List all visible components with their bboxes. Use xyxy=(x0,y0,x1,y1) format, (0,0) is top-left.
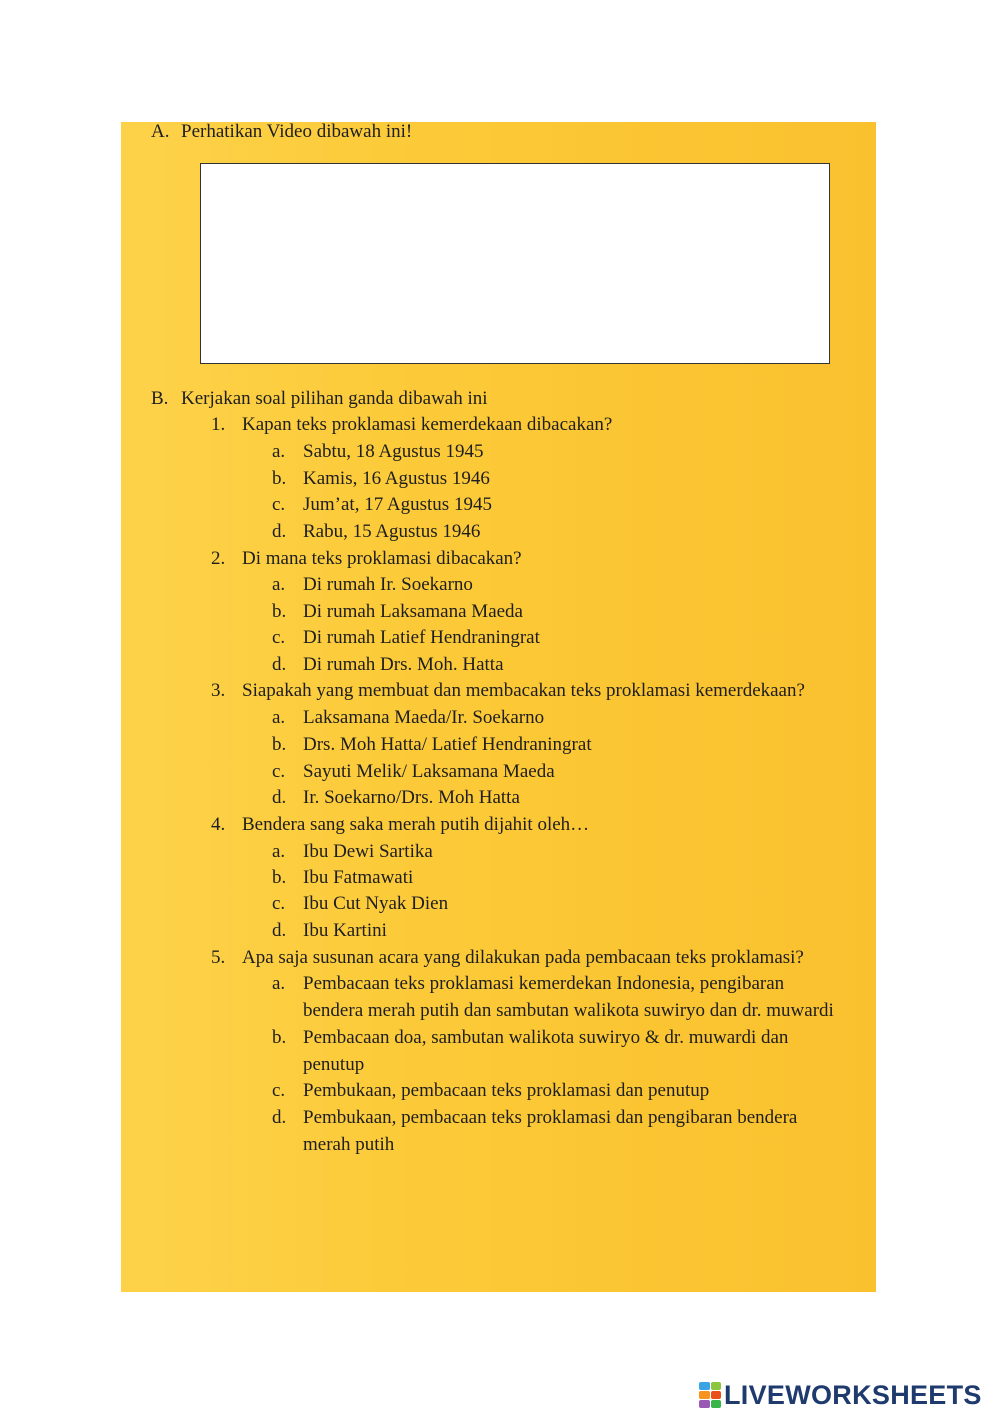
option-text: Di rumah Laksamana Maeda xyxy=(303,601,523,622)
question-number: 3. xyxy=(211,680,226,701)
option-text-line-1: Pembukaan, pembacaan teks proklamasi dan pengibaran bendera xyxy=(303,1107,798,1128)
question-number: 2. xyxy=(211,548,226,569)
option-text: Pembukaan, pembacaan teks proklamasi dan penutup xyxy=(303,1080,710,1101)
liveworksheets-logo[interactable] xyxy=(699,1378,982,1412)
option-text: Di rumah Latief Hendraningrat xyxy=(303,627,540,648)
option-text: Di rumah Ir. Soekarno xyxy=(303,574,473,595)
section-b-text: Kerjakan soal pilihan ganda dibawah ini xyxy=(181,388,488,409)
question-text: Di mana teks proklamasi dibacakan? xyxy=(242,548,522,569)
question-number: 4. xyxy=(211,814,226,835)
option-letter: a. xyxy=(272,707,286,728)
option-text: Drs. Moh Hatta/ Latief Hendraningrat xyxy=(303,734,592,755)
option-text-line-2: merah putih xyxy=(303,1134,395,1155)
option-letter: d. xyxy=(272,654,287,675)
question-number: 1. xyxy=(211,414,226,435)
option-text: Ibu Cut Nyak Dien xyxy=(303,893,449,914)
section-b-marker: B. xyxy=(151,388,169,409)
option-letter: d. xyxy=(272,1107,287,1128)
option-letter: c. xyxy=(272,893,286,914)
option-text: Laksamana Maeda/Ir. Soekarno xyxy=(303,707,545,728)
option-letter: a. xyxy=(272,841,286,862)
option-letter: b. xyxy=(272,867,287,888)
option-letter: b. xyxy=(272,734,287,755)
option-letter: b. xyxy=(272,468,287,489)
option-letter: c. xyxy=(272,761,286,782)
option-letter: c. xyxy=(272,1080,286,1101)
option-text: Ibu Fatmawati xyxy=(303,867,414,888)
option-text-line-1: Pembacaan doa, sambutan walikota suwiryo & dr. muwardi dan xyxy=(303,1027,789,1048)
option-text: Sayuti Melik/ Laksamana Maeda xyxy=(303,761,555,782)
option-text: Ibu Dewi Sartika xyxy=(303,841,433,862)
option-text: Sabtu, 18 Agustus 1945 xyxy=(303,441,484,462)
liveworksheets-logo-text: LIVEWORKSHEETS xyxy=(724,1379,982,1410)
option-text-line-2: bendera merah putih dan sambutan walikota suwiryo dan dr. muwardi xyxy=(303,1000,834,1021)
option-letter: a. xyxy=(272,574,286,595)
option-text: Ibu Kartini xyxy=(303,920,387,941)
option-letter: a. xyxy=(272,441,286,462)
question-text: Siapakah yang membuat dan membacakan teks proklamasi kemerdekaan? xyxy=(242,680,805,701)
option-text: Kamis, 16 Agustus 1946 xyxy=(303,468,490,489)
section-a-marker: A. xyxy=(151,121,170,142)
option-letter: a. xyxy=(272,973,286,994)
option-letter: c. xyxy=(272,627,286,648)
question-text: Bendera sang saka merah putih dijahit oleh… xyxy=(242,814,590,835)
question-number: 5. xyxy=(211,947,226,968)
question-text: Apa saja susunan acara yang dilakukan pada pembacaan teks proklamasi? xyxy=(242,947,804,968)
option-letter: d. xyxy=(272,787,287,808)
option-letter: d. xyxy=(272,521,287,542)
section-a-text: Perhatikan Video dibawah ini! xyxy=(181,121,413,142)
option-letter: d. xyxy=(272,920,287,941)
option-letter: c. xyxy=(272,494,286,515)
option-letter: b. xyxy=(272,601,287,622)
video-placeholder[interactable] xyxy=(200,163,830,364)
question-text: Kapan teks proklamasi kemerdekaan dibacakan? xyxy=(242,414,613,435)
option-text: Rabu, 15 Agustus 1946 xyxy=(303,521,481,542)
option-text-line-1: Pembacaan teks proklamasi kemerdekan Indonesia, pengibaran xyxy=(303,973,785,994)
liveworksheets-logo-icon xyxy=(699,1382,721,1409)
option-text-line-2: penutup xyxy=(303,1054,365,1075)
option-text: Ir. Soekarno/Drs. Moh Hatta xyxy=(303,787,520,808)
option-text: Di rumah Drs. Moh. Hatta xyxy=(303,654,504,675)
option-letter: b. xyxy=(272,1027,287,1048)
option-text: Jum’at, 17 Agustus 1945 xyxy=(303,494,492,515)
